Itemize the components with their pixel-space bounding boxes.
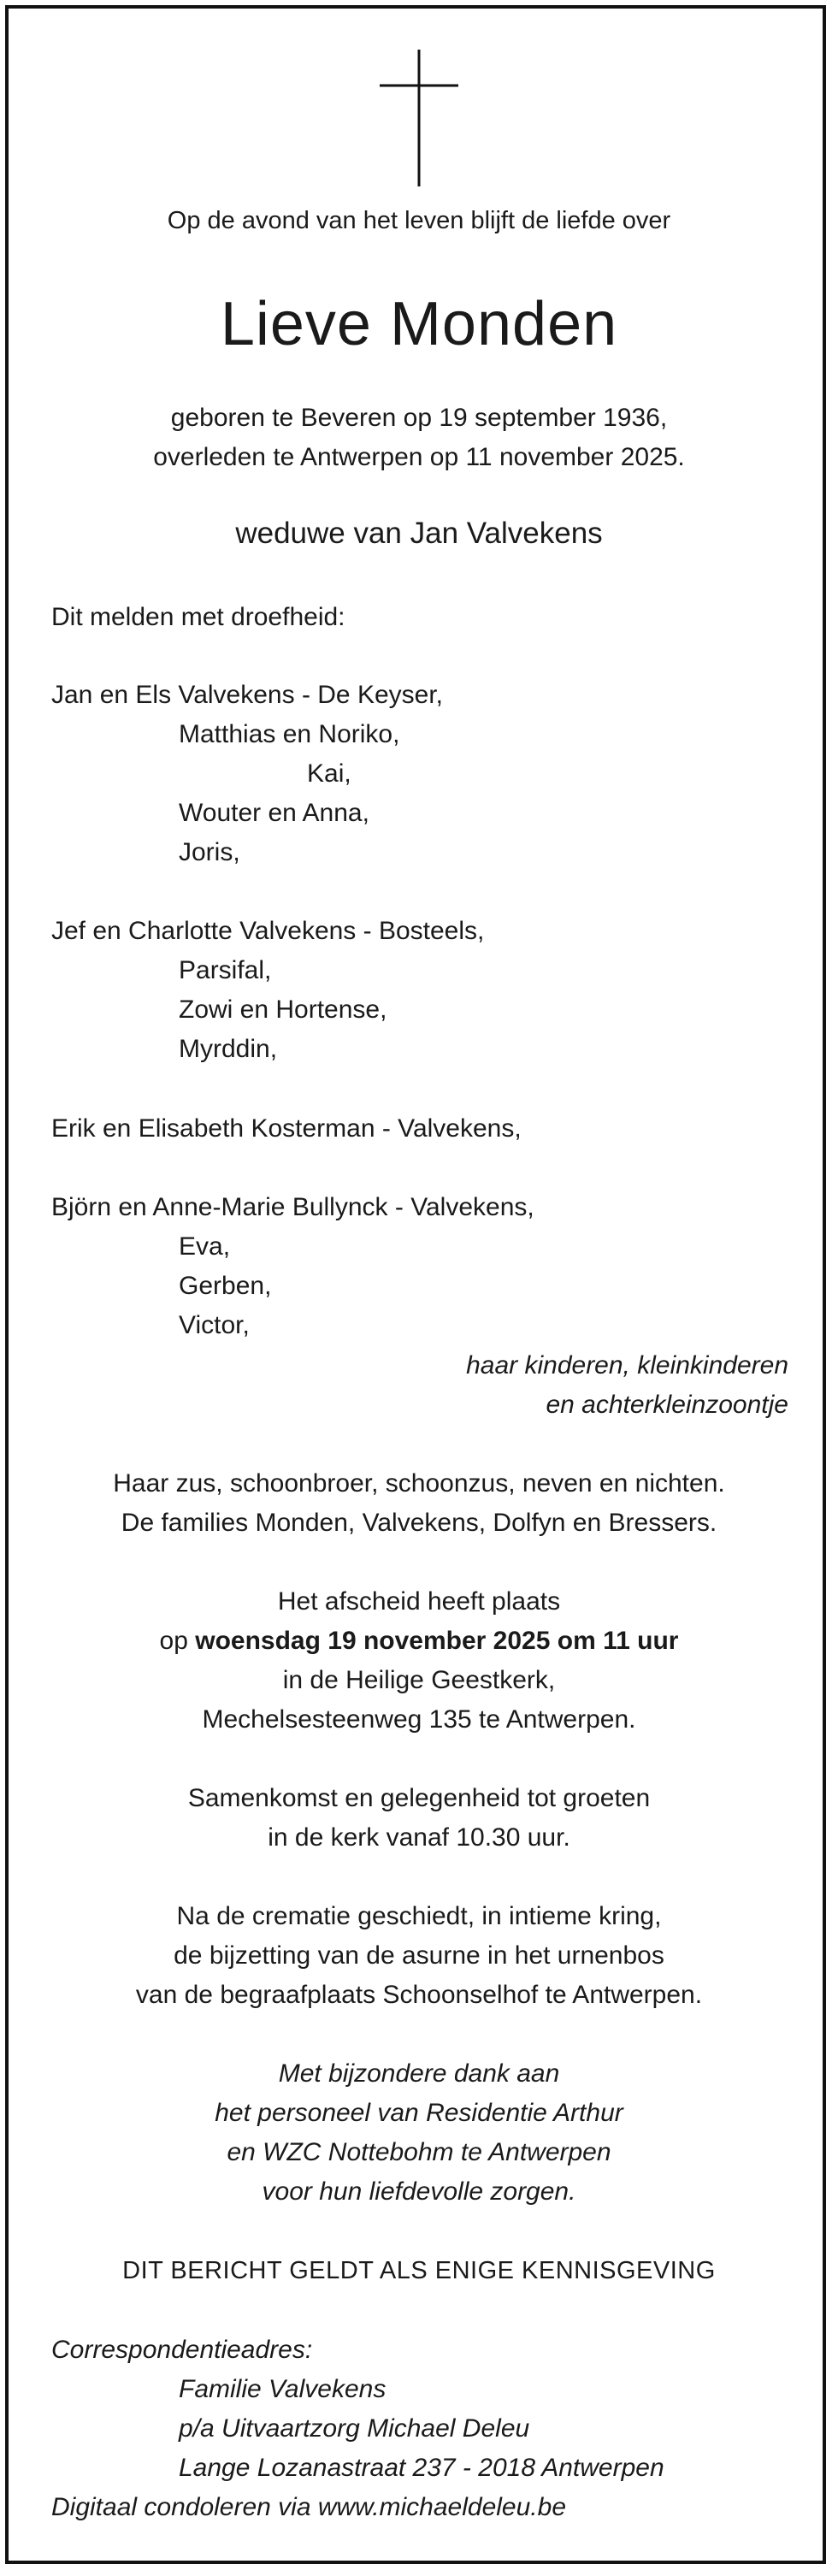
cremation-line: de bijzetting van de asurne in het urnenbos xyxy=(174,1941,664,1970)
correspondence-line: Lange Lozanastraat 237 - 2018 Antwerpen xyxy=(179,2454,664,2482)
farewell-line: in de Heilige Geestkerk, xyxy=(282,1666,556,1694)
farewell-line: Het afscheid heeft plaats xyxy=(277,1587,561,1616)
relatives-line: De families Monden, Valvekens, Dolfyn en Bressers. xyxy=(121,1509,717,1537)
family-parents: Erik en Elisabeth Kosterman - Valvekens, xyxy=(51,1114,522,1143)
farewell-date-prefix: op xyxy=(159,1627,196,1655)
notice-line: DIT BERICHT GELDT ALS ENIGE KENNISGEVING xyxy=(122,2257,716,2284)
motto: Op de avond van het leven blijft de liefde over xyxy=(167,207,671,234)
family-child: Gerben, xyxy=(179,1272,272,1300)
family-child: Victor, xyxy=(179,1311,250,1339)
family-child: Zowi en Hortense, xyxy=(179,996,387,1024)
family-parents: Jan en Els Valvekens - De Keyser, xyxy=(51,681,443,709)
farewell-address: Mechelsesteenweg 135 te Antwerpen. xyxy=(202,1705,636,1734)
family-child: Myrddin, xyxy=(179,1035,278,1063)
deceased-name: Lieve Monden xyxy=(220,290,618,358)
thanks-line: voor hun liefdevolle zorgen. xyxy=(262,2177,576,2206)
cross-icon xyxy=(380,50,458,186)
family-grandchild: Kai, xyxy=(307,759,351,788)
thanks-line: Met bijzondere dank aan xyxy=(278,2059,560,2088)
condolence-link[interactable]: Digitaal condoleren via www.michaeldeleu.be xyxy=(51,2493,567,2521)
family-parents: Björn en Anne-Marie Bullynck - Valvekens, xyxy=(51,1193,534,1221)
cremation-line: Na de crematie geschiedt, in intieme kring, xyxy=(176,1902,662,1930)
widow-line: weduwe van Jan Valvekens xyxy=(235,517,603,550)
cremation-line: van de begraafplaats Schoonselhof te Antwerpen. xyxy=(135,1981,703,2009)
family-child: Parsifal, xyxy=(179,956,272,984)
family-child: Eva, xyxy=(179,1232,231,1261)
family-child: Matthias en Noriko, xyxy=(179,720,400,748)
birth-line: geboren te Beveren op 19 september 1936, xyxy=(170,404,668,432)
thanks-line: en WZC Nottebohm te Antwerpen xyxy=(227,2138,611,2166)
family-child: Wouter en Anna, xyxy=(179,799,369,827)
intro-line: Dit melden met droefheid: xyxy=(51,603,345,631)
thanks-line: het personeel van Residentie Arthur xyxy=(215,2099,623,2127)
gathering-line: in de kerk vanaf 10.30 uur. xyxy=(268,1823,570,1852)
correspondence-label: Correspondentieadres: xyxy=(51,2336,313,2364)
family-parents: Jef en Charlotte Valvekens - Bosteels, xyxy=(51,917,485,945)
correspondence-line: p/a Uitvaartzorg Michael Deleu xyxy=(179,2414,530,2443)
family-child: Joris, xyxy=(179,838,240,866)
gathering-line: Samenkomst en gelegenheid tot groeten xyxy=(187,1784,651,1812)
farewell-date: woensdag 19 november 2025 om 11 uur xyxy=(195,1627,679,1655)
correspondence-line: Familie Valvekens xyxy=(179,2375,387,2403)
relatives-line: Haar zus, schoonbroer, schoonzus, neven en nichten. xyxy=(113,1469,725,1498)
family-caption: en achterkleinzoontje xyxy=(546,1391,788,1419)
family-caption: haar kinderen, kleinkinderen xyxy=(466,1351,788,1380)
farewell-date-line xyxy=(0,1628,838,1654)
death-line: overleden te Antwerpen op 11 november 2025. xyxy=(153,443,685,471)
